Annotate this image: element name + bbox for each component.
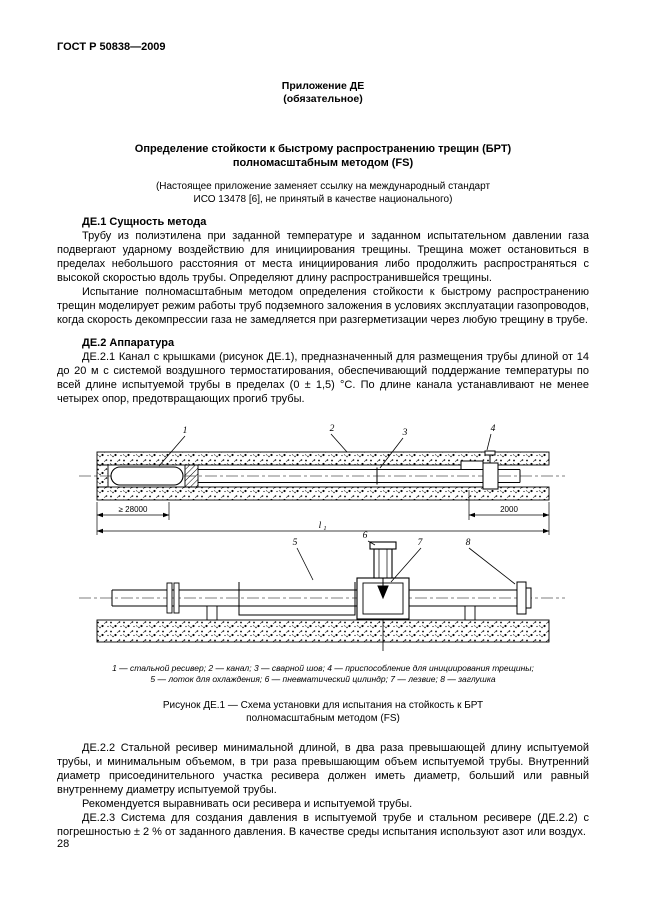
annex-label-line: Приложение ДЕ [281, 80, 365, 92]
figure-top-view [79, 434, 565, 535]
page-number: 28 [57, 838, 70, 850]
section-de2-heading: ДЕ.2 Аппаратура [82, 337, 175, 349]
callout-6: 6 [362, 531, 368, 541]
dimension-2000: 2000 [500, 505, 518, 514]
flange-plate-2 [174, 583, 179, 613]
flange-plate-1 [167, 583, 172, 613]
dimension-min-length: ≥ 28000 [118, 505, 148, 514]
leader-line-5 [297, 548, 313, 580]
leader-line-2 [331, 434, 347, 452]
pipe-support-2 [465, 606, 475, 620]
callout-1: 1 [182, 426, 188, 436]
section-de1-paragraph-2: Испытание полномасштабным методом определения стойкости к быстрому распространению трещин моделирует режим работы труб подземного заложения в условиях эксплуатации газопроводов, когда скорость декомпрессии газа не замедляется при разгерметизации через любую трещину в трубе. [57, 286, 589, 326]
annex-heading [57, 80, 589, 106]
cooling-trough [239, 582, 355, 615]
annex-note-line1: (Настоящее приложение заменяет ссылку на международный стандарт [155, 181, 491, 192]
end-plug [517, 582, 526, 614]
annex-note [57, 180, 589, 206]
callout-8: 8 [465, 538, 471, 548]
dimension-l1-subscript: 1 [323, 525, 327, 532]
figure-de1 [57, 422, 589, 659]
annex-type-line: (обязательное) [283, 93, 363, 105]
section-de2-paragraph-de22: ДЕ.2.2 Стальной ресивер минимальной длиной, в два раза превышающей длину испытуемой трубы, и минимальным объемом, в три раза превышающим объем испытуемой трубы. Внутренний диаметр присоединительного участка ресивера должен иметь диаметр, больший или равный внутреннему диаметру испытуемой трубы. [57, 742, 589, 796]
annex-title-line2: полномасштабным методом (FS) [232, 157, 414, 169]
receiver-adapter [185, 465, 198, 487]
figure-legend-line2: 5 — лоток для охлаждения; 6 — пневматический цилиндр; 7 — лезвие; 8 — заглушка [150, 674, 496, 684]
figure-de1-diagram [57, 422, 589, 654]
steel-receiver [111, 467, 183, 485]
section-de1-paragraph-1: Трубу из полиэтилена при заданной температуре и заданном испытательном давлении газа подвергают ударному воздействию для инициирования трещины. Трещина может остановиться в пределах небольшого расстояния от места инициирования либо продолжить распространяться с высокой скоростью вдоль трубы. Определяют длину распространившейся трещины. [57, 230, 589, 284]
section-de2-paragraph-recommendation: Рекомендуется выравнивать оси ресивера и испытуемой трубы. [82, 798, 413, 810]
pneumatic-cylinder [374, 549, 392, 578]
callout-4: 4 [490, 424, 496, 434]
callout-5: 5 [292, 538, 298, 548]
channel-end-wall [97, 465, 108, 487]
pneumatic-cylinder-assembly [357, 542, 409, 619]
page-content [57, 0, 589, 839]
figure-legend-line1: 1 — стальной ресивер; 2 — канал; 3 — сварной шов; 4 — приспособление для инициирования трещины; [112, 663, 534, 673]
pipe-support-1 [207, 606, 217, 620]
annex-title-line1: Определение стойкости к быстрому распространению трещин (БРТ) [134, 143, 512, 155]
doc-number: ГОСТ Р 50838—2009 [57, 41, 166, 53]
section-de2-paragraph-de21: ДЕ.2.1 Канал с крышками (рисунок ДЕ.1), предназначенный для размещения трубы длиной от 14 до 20 м с системой воздушного термостатирования, обеспечивающий поддержание температуры по всей длине испытуемой трубы в пределах (0 ± 1,5) °С. По длине канала устанавливают не менее четырех опор, предотвращающих прогиб трубы. [57, 351, 589, 405]
figure-legend [57, 663, 589, 685]
figure-caption-line1: Рисунок ДЕ.1 — Схема установки для испытания на стойкость к БРТ [162, 700, 484, 711]
annex-note-line2: ИСО 13478 [6], не принятый в качестве национального) [193, 194, 453, 205]
annex-title [57, 142, 589, 170]
callout-2: 2 [329, 424, 335, 434]
figure-side-view [79, 541, 565, 651]
ground-band [97, 620, 549, 642]
figure-caption-line2: полномасштабным методом (FS) [246, 713, 400, 724]
callout-7: 7 [417, 538, 423, 548]
channel-bottom-wall [97, 487, 549, 500]
callout-3: 3 [402, 428, 408, 438]
leader-line-4 [487, 434, 491, 450]
leader-line-7 [391, 548, 421, 582]
figure-caption [57, 699, 589, 725]
section-de2-paragraph-de23: ДЕ.2.3 Система для создания давления в испытуемой трубе и стальном ресивере (ДЕ.2.2) с погрешностью ± 2 % от заданного давления. В качестве среды испытания используют азот или воздух. [57, 812, 589, 838]
dimension-l1-label: l [318, 521, 322, 531]
leader-line-8 [469, 548, 515, 584]
section-de1-heading: ДЕ.1 Сущность метода [82, 216, 207, 228]
